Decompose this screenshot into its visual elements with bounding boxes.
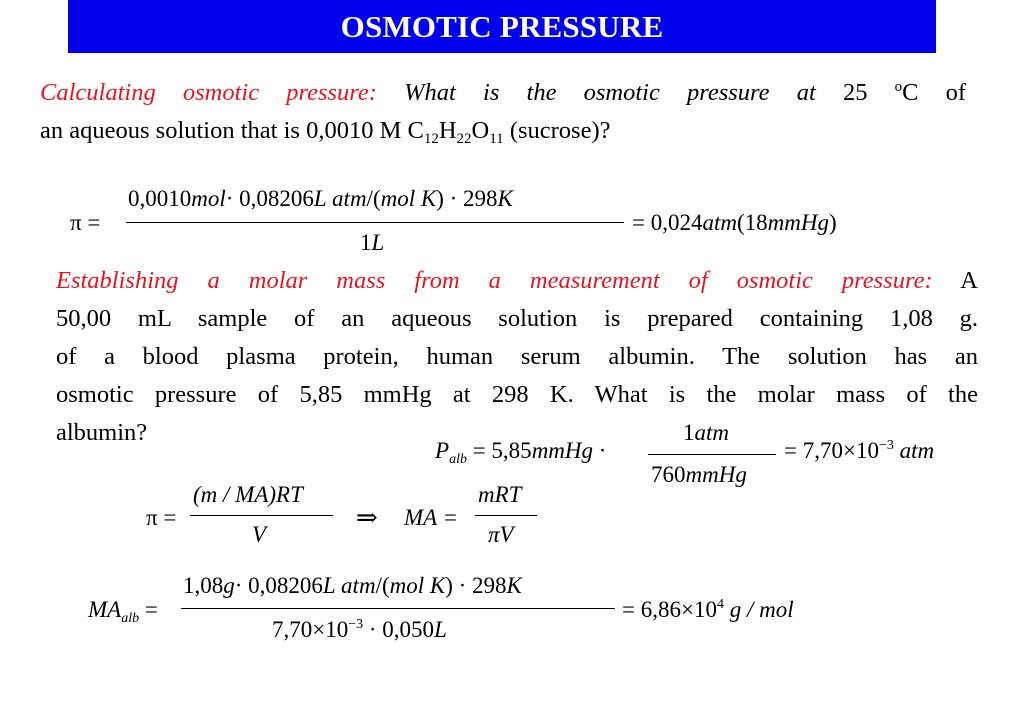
problem2-line5: albumin?	[56, 419, 148, 446]
eq4-denominator	[272, 617, 447, 643]
eq1-numerator	[128, 186, 513, 212]
eq4-rhs	[622, 597, 794, 623]
eq2-den-1: 760	[651, 462, 686, 487]
eq1-lhs: π =	[70, 210, 101, 235]
problem1-line1	[40, 74, 966, 112]
problem2-line1	[56, 262, 978, 300]
eq1-den-1: 1	[360, 230, 372, 255]
eq2-fraction-bar	[648, 454, 776, 455]
eq2-lhs	[435, 438, 607, 467]
eq2-rhs-exp: −3	[878, 438, 894, 453]
eq2-num-1: 1	[683, 420, 695, 445]
eq4-rhs-exp: 4	[716, 597, 724, 612]
eq1-rhs-3: (18	[736, 210, 768, 235]
formula-h: H	[438, 117, 457, 144]
eq3-denominator2: πV	[488, 522, 514, 547]
eq4-num-6: mol K	[389, 573, 446, 598]
eq4-num-7: ) · 298	[445, 573, 507, 598]
problem2-label: Establishing a molar mass from a measurement of osmotic pressure:	[56, 267, 933, 294]
eq4-numerator	[183, 573, 522, 599]
subscript-h: 22	[456, 131, 472, 147]
eq1-num-3: · 0,08206	[225, 186, 314, 211]
eq4-num-5: /(	[375, 573, 390, 598]
eq2-num-2: atm	[694, 420, 729, 445]
eq3-lhs: π =	[146, 505, 177, 530]
eq2-den-2: mmHg	[685, 462, 747, 487]
problem1-text	[40, 74, 966, 150]
eq3-numerator2: mRT	[478, 482, 522, 507]
eq4-num-3: · 0,08206	[234, 573, 323, 598]
eq4-lhs-ma: MA	[88, 597, 122, 622]
eq2-lhs-sub: alb	[449, 452, 467, 467]
eq3-fraction-bar2	[475, 515, 537, 516]
problem2-line4: osmotic pressure of 5,85 mmHg at 298 K. What is the molar mass of the	[56, 381, 978, 408]
eq2-rhs-2: atm	[899, 438, 935, 463]
eq1-num-4: L atm	[313, 186, 367, 211]
eq3-numerator: (m / MA)RT	[193, 482, 303, 507]
eq4-rhs-2: g / mol	[729, 597, 794, 622]
eq2-numerator	[683, 420, 729, 446]
eq1-num-5: /(	[366, 186, 381, 211]
problem1-label: Calculating osmotic pressure:	[40, 79, 377, 106]
eq1-rhs-4: mmHg	[767, 210, 829, 235]
eq2-mid-3: ·	[598, 438, 607, 463]
eq1-num-8: K	[497, 186, 513, 211]
eq2-lhs-p: P	[435, 438, 450, 463]
eq2-mid-1: = 5,85	[472, 438, 532, 463]
eq4-num-1: 1,08	[183, 573, 224, 598]
eq4-equals: =	[144, 597, 158, 622]
page-title: OSMOTIC PRESSURE	[340, 8, 664, 44]
problem1-sucrose: (sucrose)?	[509, 117, 611, 144]
eq4-num-8: K	[506, 573, 522, 598]
eq4-fraction-bar	[181, 608, 615, 609]
eq1-rhs-2: atm	[702, 210, 737, 235]
problem2-line2: 50,00 mL sample of an aqueous solution is prepared containing 1,08 g.	[56, 305, 978, 332]
problem1-question: What is the osmotic pressure at	[404, 79, 816, 106]
eq4-den-exp: −3	[348, 617, 364, 632]
subscript-o: 11	[489, 131, 504, 147]
problem1-line2	[40, 112, 966, 150]
eq1-fraction-bar	[126, 222, 624, 223]
eq4-rhs-1: = 6,86×10	[622, 597, 717, 622]
problem2-line3: of a blood plasma protein, human serum albumin. The solution has an	[56, 343, 978, 370]
eq2-mid-2: mmHg	[531, 438, 594, 463]
eq1-num-2: mol	[191, 186, 226, 211]
eq3-denominator: V	[252, 522, 267, 547]
eq1-num-6: mol K	[380, 186, 437, 211]
problem2-text	[56, 262, 978, 452]
eq3-fraction-bar	[190, 515, 333, 516]
problem2-line1-end: A	[960, 267, 978, 294]
eq1-den-2: L	[371, 230, 385, 255]
eq2-rhs	[784, 438, 934, 464]
title-bar	[68, 0, 936, 53]
implies-arrow: ⇒	[356, 503, 378, 532]
eq1-rhs-1: = 0,024	[632, 210, 703, 235]
eq4-num-2: g	[223, 573, 235, 598]
temp-value: 25	[842, 79, 868, 106]
eq4-den-3: L	[434, 617, 447, 642]
eq1-rhs-5: )	[829, 210, 837, 235]
problem1-line2-text: an aqueous solution that is 0,0010 M C	[40, 117, 424, 144]
degree-sign: o	[894, 79, 903, 95]
eq2-denominator	[651, 462, 747, 488]
eq4-num-4: L atm	[322, 573, 376, 598]
eq2-rhs-1: = 7,70×10	[784, 438, 879, 463]
eq1-num-1: 0,0010	[128, 186, 192, 211]
subscript-c: 12	[423, 131, 439, 147]
eq1-num-7: ) · 298	[436, 186, 498, 211]
eq4-den-2: · 0,050	[368, 617, 435, 642]
formula-o: O	[471, 117, 490, 144]
eq1-rhs	[632, 210, 837, 236]
eq3-lhs2: MA =	[404, 505, 459, 530]
eq4-lhs	[88, 597, 158, 626]
temp-unit: C of	[902, 79, 967, 106]
eq4-den-1: 7,70×10	[272, 617, 349, 642]
eq4-lhs-sub: alb	[121, 611, 140, 626]
eq1-denominator	[360, 230, 384, 256]
